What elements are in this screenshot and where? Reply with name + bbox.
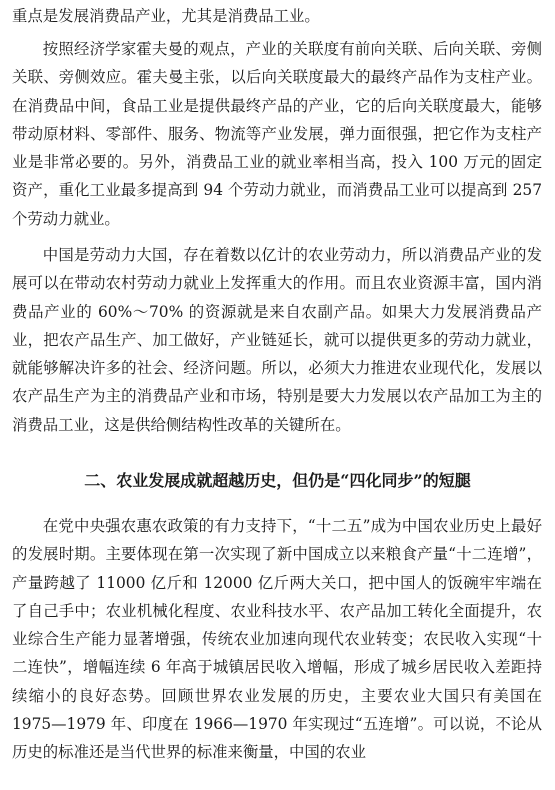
paragraph-1: 重点是发展消费品产业，尤其是消费品工业。 xyxy=(12,7,320,25)
paragraph-4: 在党中央强农惠农政策的有力支持下，“十二五”成为中国农业历史上最好的发展时期。主要体现在第一次实现了新中国成立以来粮食产量“十二连增”，产量跨越了 11000 亿斤和 12000 亿斤两大关口，把中国人的饭碗牢牢端在了自己手中；农业机械化程度、农业科技水平、农产品加工转化全面提升，农业综合生产能力显著增强，传统农业加速向现代农业转变；农民收入实现“十二连快”，增幅连续 6 年高于城镇居民收入增幅，形成了城乡居民收入差距持续缩小的良好态势。回顾世界农业发展的历史，主要农业大国只有美国在 1975—1979 年、印度在 1966—1970 年实现过“五连增”。可以说，不论从历史的标准还是当代世界的标准来衡量，中国的农业 xyxy=(12,517,542,762)
section-heading: 二、农业发展成就超越历史，但仍是“四化同步”的短腿 xyxy=(84,471,471,490)
paragraph-3: 中国是劳动力大国，存在着数以亿计的农业劳动力，所以消费品产业的发展可以在带动农村劳动力就业上发挥重大的作用。而且农业资源丰富，国内消费品产业的 60%～70% 的资源就是来自农副产品。如果大力发展消费品产业，把农产品生产、加工做好，产业链延长，就可以提供更多的劳动力就业，就能够解决许多的社会、经济问题。所以，必须大力推进农业现代化，发展以农产品生产为主的消费品产业和市场，特别是要大力发展以农产品加工为主的消费品工业，这是供给侧结构性改革的关键所在。 xyxy=(12,246,542,434)
paragraph-2: 按照经济学家霍夫曼的观点，产业的关联度有前向关联、后向关联、旁侧关联、旁侧效应。霍夫曼主张，以后向关联度最大的最终产品作为支柱产业。在消费品中间，食品工业是提供最终产品的产业，它的后向关联度最大，能够带动原材料、零部件、服务、物流等产业发展，弹力面很强，把它作为支柱产业是非常必要的。另外，消费品工业的就业率相当高，投入 100 万元的固定资产，重化工业最多提高到 94 个劳动力就业，而消费品工业可以提高到 257 个劳动力就业。 xyxy=(12,40,542,228)
